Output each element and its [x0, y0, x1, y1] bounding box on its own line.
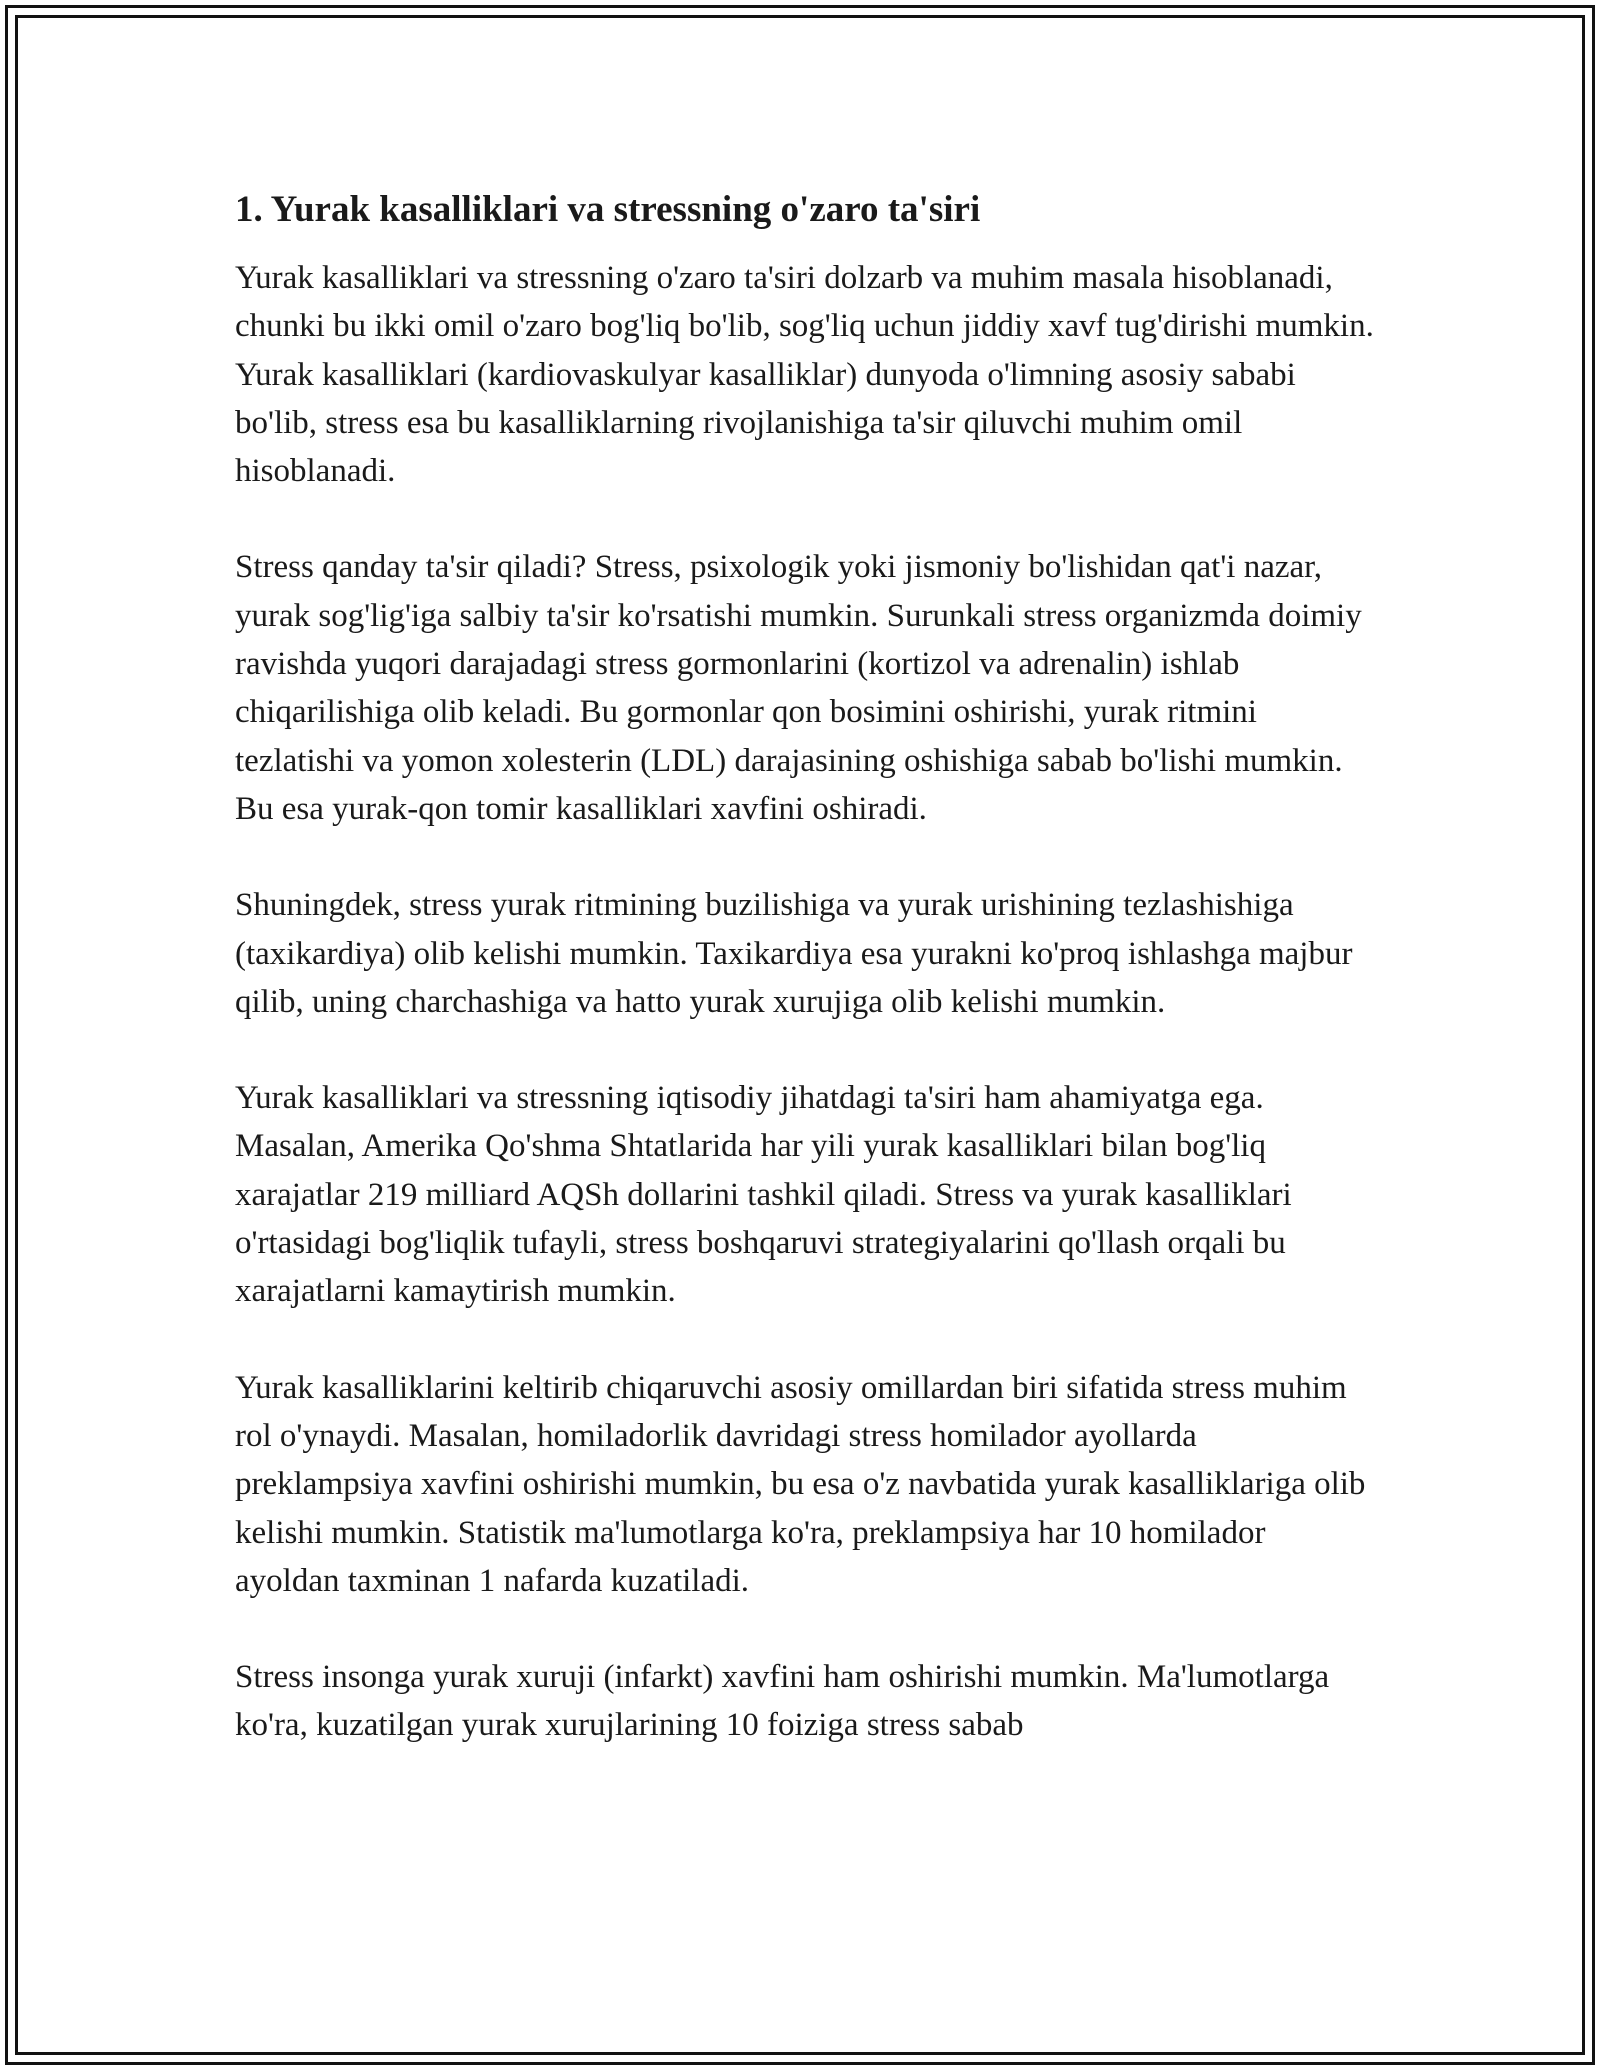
- document-body: [235, 186, 1375, 1798]
- paragraph-tachycardia: Shuningdek, stress yurak ritmining buzilishiga va yurak urishining tezlashishiga (taxikardiya) olib kelishi mumkin. Taxikardiya esa yurakni ko'proq ishlashga majbur qilib, uning charchashiga va hatto yurak xurujiga olib kelishi mumkin.: [235, 887, 1353, 1020]
- section-heading: 1. Yurak kasalliklari va stressning o'zaro ta'siri: [235, 189, 981, 230]
- paragraph-preeclampsia: Yurak kasalliklarini keltirib chiqaruvchi asosiy omillardan biri sifatida stress muhim rol o'ynaydi. Masalan, homiladorlik davridagi stress homilador ayollarda preklampsiya xavfini oshirishi mumkin, bu esa o'z navbatida yurak kasalliklariga olib kelishi mumkin. Statistik ma'lumotlarga ko'ra, preklampsiya har 10 homilador ayoldan taxminan 1 nafarda kuzatiladi.: [235, 1369, 1366, 1599]
- paragraph-intro: Yurak kasalliklari va stressning o'zaro ta'siri dolzarb va muhim masala hisoblanadi, chunki bu ikki omil o'zaro bog'liq bo'lib, sog'liq uchun jiddiy xavf tug'dirishi mumkin. Yurak kasalliklari (kardiovaskulyar kasalliklar) dunyoda o'limning asosiy sababi bo'lib, stress esa bu kasalliklarning rivojlanishiga ta'sir qiluvchi muhim omil hisoblanadi.: [235, 260, 1374, 490]
- paragraph-economic: Yurak kasalliklari va stressning iqtisodiy jihatdagi ta'siri ham ahamiyatga ega. Masalan, Amerika Qo'shma Shtatlarida har yili yurak kasalliklari bilan bog'liq xarajatlar 219 milliard AQSh dollarini tashkil qiladi. Stress va yurak kasalliklari o'rtasidagi bog'liqlik tufayli, stress boshqaruvi strategiyalarini qo'llash orqali bu xarajatlarni kamaytirish mumkin.: [235, 1080, 1292, 1310]
- paragraph-infarction: Stress insonga yurak xuruji (infarkt) xavfini ham oshirishi mumkin. Ma'lumotlarga ko'ra, kuzatilgan yurak xurujlarining 10 foiziga stress sabab: [235, 1659, 1330, 1744]
- paragraph-stress-effect: Stress qanday ta'sir qiladi? Stress, psixologik yoki jismoniy bo'lishidan qat'i nazar, yurak sog'lig'iga salbiy ta'sir ko'rsatishi mumkin. Surunkali stress organizmda doimiy ravishda yuqori darajadagi stress gormonlarini (kortizol va adrenalin) ishlab chiqarilishiga olib keladi. Bu gormonlar qon bosimini oshirishi, yurak ritmini tezlatishi va yomon xolesterin (LDL) darajasining oshishiga sabab bo'lishi mumkin. Bu esa yurak-qon tomir kasalliklari xavfini oshiradi.: [235, 549, 1362, 827]
